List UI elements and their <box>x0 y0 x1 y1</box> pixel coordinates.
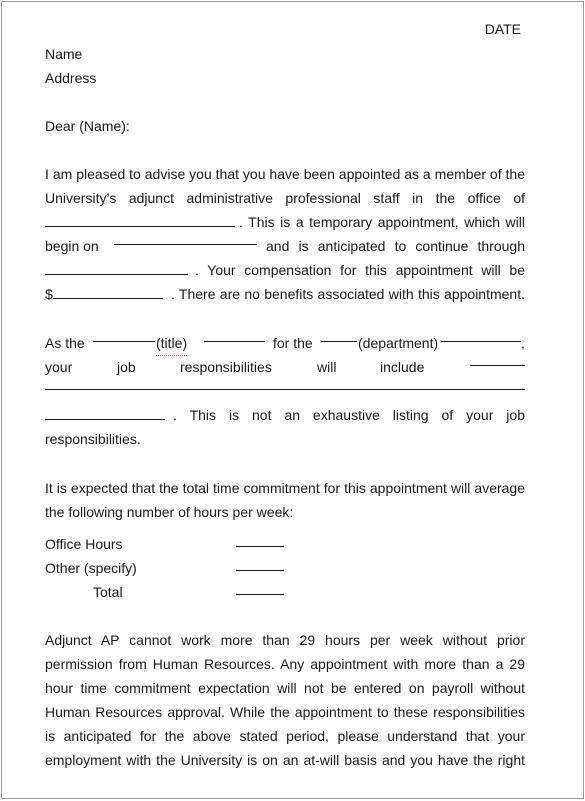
hours-row-office: Office Hours <box>45 532 525 556</box>
start-date-blank <box>114 230 257 245</box>
title-blank-left <box>93 327 155 342</box>
para2-line3 <box>45 379 525 403</box>
hours-table <box>45 532 525 604</box>
date-field: DATE <box>484 21 521 37</box>
para4-line1: Adjunct AP cannot work more than 29 hours per week without prior <box>45 632 525 648</box>
para3-line2: the following number of hours per week: <box>45 504 294 520</box>
recipient-name: Name <box>45 46 83 62</box>
responsibilities-blank-1 <box>470 351 525 366</box>
para1-line6: $ . There are no benefits associated with this appointment. <box>45 286 525 302</box>
para1-line4: begin on and is anticipated to continue through <box>45 234 525 258</box>
policy-paragraph <box>45 628 525 772</box>
office-hours-blank <box>236 546 284 547</box>
para2-line2: your job responsibilities will include <box>45 355 525 379</box>
total-hours-blank <box>236 594 284 595</box>
para1-line1: I am pleased to advise you that you have been appointed as a member of the <box>45 166 525 182</box>
department-blank-left <box>321 327 357 342</box>
time-commitment-paragraph <box>45 476 525 524</box>
letter-page <box>1 1 584 799</box>
para1-line5: . Your compensation for this appointment will be <box>45 258 525 282</box>
department-blank-right <box>441 327 521 342</box>
para4-line3: hour time commitment expectation will not be entered on payroll without <box>45 680 525 696</box>
para2-line5: responsibilities. <box>45 431 141 447</box>
para4-line2: permission from Human Resources. Any appointment with more than a 29 <box>45 656 525 672</box>
recipient-address: Address <box>45 70 97 86</box>
hours-row-other: Other (specify) <box>45 556 525 580</box>
para1-line2: University’s adjunct administrative professional staff in the office of <box>45 190 525 206</box>
end-date-blank <box>45 260 188 275</box>
appointment-paragraph <box>45 162 525 306</box>
para4-line6: employment with the University is on an at-will basis and you have the right <box>45 752 525 768</box>
title-blank-right <box>204 327 265 342</box>
para2-line4: . This is not an exhaustive listing of your job <box>45 403 525 427</box>
para1-line3: . This is a temporary appointment, which will <box>45 210 525 234</box>
responsibilities-blank-2 <box>45 375 525 390</box>
hours-row-total: Total <box>45 580 525 604</box>
office-blank <box>45 212 235 227</box>
salutation: Dear (Name): <box>45 118 130 134</box>
other-hours-blank <box>236 570 284 571</box>
para3-line1: It is expected that the total time commitment for this appointment will average <box>45 480 525 496</box>
compensation-blank <box>53 284 163 299</box>
para4-line5: is anticipated for the above stated period, please understand that your <box>45 728 525 744</box>
para4-line4: Human Resources approval. While the appointment to these responsibilities <box>45 704 525 720</box>
responsibilities-blank-3 <box>45 405 165 420</box>
para2-line1: As the (title) for the (department) , <box>45 331 525 355</box>
recipient-block <box>45 42 525 90</box>
responsibilities-paragraph <box>45 331 525 451</box>
